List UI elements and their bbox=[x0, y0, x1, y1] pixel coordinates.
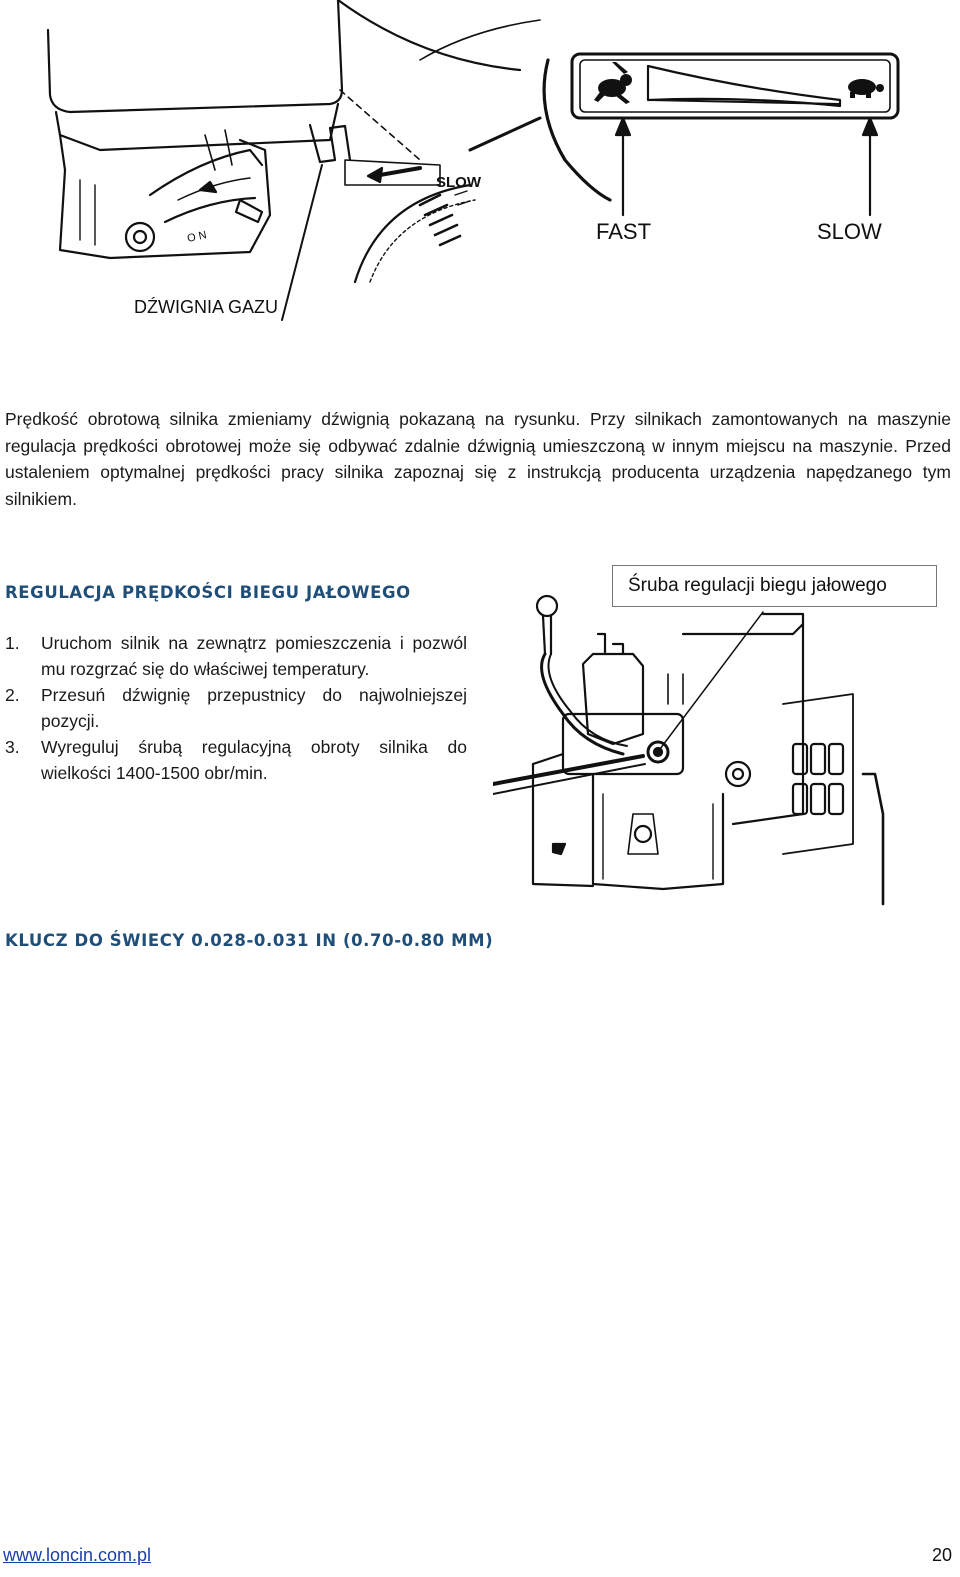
step-number: 1. bbox=[5, 633, 20, 653]
idle-steps-list bbox=[5, 630, 467, 786]
throttle-lever-figure bbox=[0, 0, 960, 390]
slow-label: SLOW bbox=[817, 219, 882, 244]
fast-label: FAST bbox=[596, 219, 652, 244]
step-text: Uruchom silnik na zewnątrz pomieszczenia i pozwól mu rozgrzać się do właściwej temperatury. bbox=[41, 633, 467, 679]
engraved-slow-text: SLOW bbox=[436, 174, 481, 191]
step-number: 2. bbox=[5, 685, 20, 705]
step-text: Przesuń dźwignię przepustnicy do najwolniejszej pozycji. bbox=[41, 685, 467, 731]
page-number: 20 bbox=[931, 1545, 952, 1565]
turtle-icon bbox=[848, 79, 884, 98]
idle-speed-heading: REGULACJA PRĘDKOŚCI BIEGU JAŁOWEGO bbox=[5, 583, 411, 602]
throttle-lever-label: DŹWIGNIA GAZU bbox=[134, 297, 278, 317]
list-item bbox=[5, 734, 467, 786]
step-number: 3. bbox=[5, 737, 20, 757]
spark-plug-heading: KLUCZ DO ŚWIECY 0.028-0.031 IN (0.70-0.80 MM) bbox=[5, 931, 494, 950]
list-item bbox=[5, 682, 467, 734]
intro-paragraph: Prędkość obrotową silnika zmieniamy dźwignią pokazaną na rysunku. Przy silnikach zamontowanych na maszynie regulacja prędkości obrotowej może się odbywać zdalnie dźwignią umieszczoną w innym miejscu na maszynie. Przed ustaleniem optymalnej prędkości pracy silnika zapoznaj się z instrukcją producenta urządzenia napędzanego tym silnikiem. bbox=[5, 409, 951, 509]
carburetor-figure bbox=[493, 594, 893, 912]
rabbit-icon bbox=[594, 62, 632, 104]
idle-screw-callout: Śruba regulacji biegu jałowego bbox=[612, 565, 937, 607]
engraved-on-text: O N bbox=[186, 229, 208, 245]
step-text: Wyreguluj śrubą regulacyjną obroty silnika do wielkości 1400-1500 obr/min. bbox=[41, 737, 467, 783]
website-link[interactable]: www.loncin.com.pl bbox=[3, 1545, 152, 1565]
list-item bbox=[5, 630, 467, 682]
